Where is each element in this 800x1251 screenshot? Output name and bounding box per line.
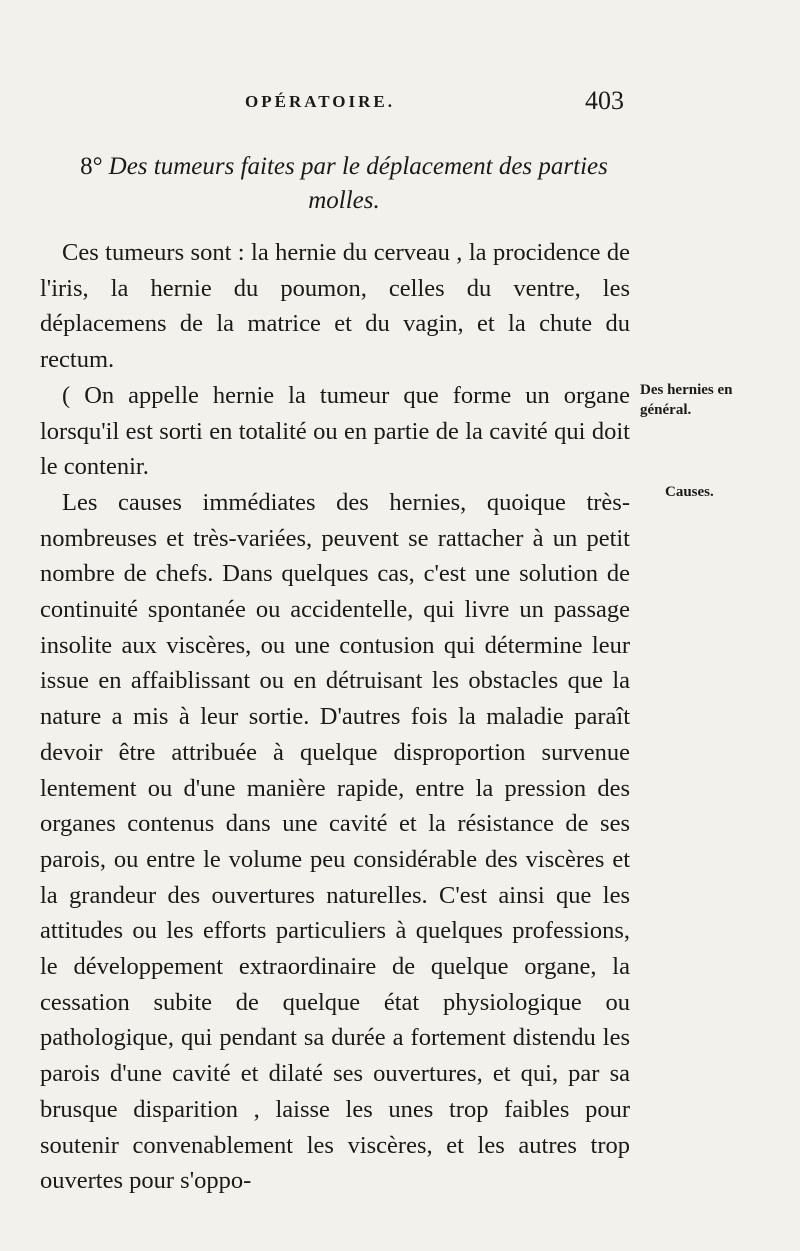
paragraph-definition-hernie: ( On appelle hernie la tumeur que forme un organe lorsqu'il est sorti en totalité ou en partie de la cavité qui doit le contenir. [40,381,630,481]
section-title: Des tumeurs faites par le déplacement des parties molles. [108,153,608,214]
margin-note-hernies: Des hernies en général. [640,382,733,418]
running-head: OPÉRATOIRE. [245,92,395,111]
margin-note-causes: Causes. [665,484,714,500]
section-number: 8° [80,153,103,180]
paragraph-causes: Les causes immédiates des hernies, quoique très-nombreuses et très-variées, peuvent se rattacher à un petit nombre de chefs. Dans quelques cas, c'est une solution de continuité spontanée ou accidentelle, qui livre un passage insolite aux viscères, ou une contusion qui détermine leur issue en affaiblissant ou en détruisant les obstacles que la nature a mis à leur sortie. D'autres fois la maladie paraît devoir être attribuée à quelque disproportion survenue lentement ou d'une manière rapide, entre la pression des organes contenus dans une cavité et la résistance de ses parois, ou entre le volume peu considérable des viscères et la grandeur des ouvertures naturelles. C'est ainsi que les attitudes ou les efforts particuliers à quelques professions, le développement extraordinaire de quelque organe, la cessation subite de quelque état physiologique ou pathologique, qui pendant sa durée a fortement distendu les parois d'une cavité et dilaté ses ouvertures, et qui, par sa brusque disparition , laisse les unes trop faibles pour soutenir convenablement les viscères, et les autres trop ouvertes pour s'oppo- [40,488,630,1195]
paragraph-tumeurs: Ces tumeurs sont : la hernie du cerveau , la procidence de l'iris, la hernie du poumon, celles du ventre, les déplacemens de la matrice et du vagin, et la chute du rectum. [40,239,630,374]
section-heading [44,150,644,218]
body-text [40,235,630,1199]
page-number: 403 [585,86,624,115]
